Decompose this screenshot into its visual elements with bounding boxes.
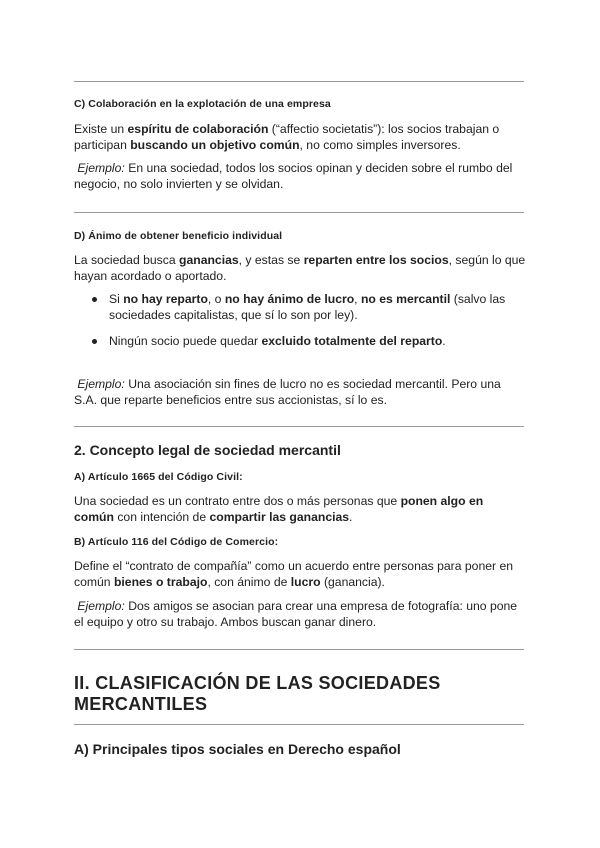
- chapter-subheading: A) Principales tipos sociales en Derecho español: [74, 741, 401, 757]
- divider: [74, 724, 524, 725]
- chapter-heading: II. CLASIFICACIÓN DE LAS SOCIEDADES MERCANTILES: [74, 673, 441, 714]
- section-c-example: Ejemplo: En una sociedad, todos los socios opinan y deciden sobre el rumbo del negocio, no solo invierten y se olvidan.: [74, 161, 513, 191]
- bullet-icon: [92, 339, 97, 344]
- divider: [74, 649, 524, 650]
- article-116-paragraph: Define el “contrato de compañía” como un acuerdo entre personas para poner en común bienes o trabajo, con ánimo de lucro (ganancia).: [74, 559, 514, 589]
- bullet-icon: [92, 297, 97, 302]
- section-d-paragraph: La sociedad busca ganancias, y estas se reparten entre los socios, según lo que hayan acordado o aportado.: [74, 253, 526, 283]
- section-2-heading: 2. Concepto legal de sociedad mercantil: [74, 442, 341, 458]
- divider: [74, 426, 524, 427]
- document-page: C) Colaboración en la explotación de una empresa Existe un espíritu de colaboración (“affectio societatis”): los socios trabajan o participan buscando un objetivo común, no como simples inversores. Ejemplo: En una sociedad, todos los socios opinan y deciden sobre el rumbo del negocio, no solo invierten y se olvidan. D) Ánimo de obtener beneficio individual La sociedad busca ganancias, y estas se reparten entre los socios, según lo que hayan acordado o aportado. Si no hay reparto, o no hay ánimo de lucro, no es mercantil (salvo las sociedades capitalistas, que sí lo son por ley). Ningún socio puede quedar excluido totalmente del reparto. Ejemplo: Una asociación sin fines de lucro no es sociedad mercantil. Pero una S.A. que reparte beneficios entre sus accionistas, sí lo es. 2. Concepto legal de sociedad mercantil A) Artículo 1665 del Código Civil: Una sociedad es un contrato entre dos o más personas que ponen algo en común con intención de compartir las ganancias. B) Artículo 116 del Código de Comercio: Define el “contrato de compañía” como un acuerdo entre personas para poner en común bienes o trabajo, con ánimo de lucro (ganancia). Ejemplo: Dos amigos se asocian para crear una empresa de fotografía: uno pone el equipo y otro su trabajo. Ambos buscan ganar dinero. II. CLASIFICACIÓN DE LAS SOCIEDADES MERCANTILES A) Principales tipos sociales en Derecho español: [0, 0, 600, 848]
- article-116-heading: B) Artículo 116 del Código de Comercio:: [74, 536, 279, 548]
- section-2-example: Ejemplo: Dos amigos se asocian para crear una empresa de fotografía: uno pone el equipo y otro su trabajo. Ambos buscan ganar dinero.: [74, 599, 518, 629]
- divider: [74, 81, 524, 82]
- section-d-heading: D) Ánimo de obtener beneficio individual: [74, 230, 283, 242]
- section-c-heading: C) Colaboración en la explotación de una empresa: [74, 98, 331, 110]
- section-c-paragraph: Existe un espíritu de colaboración (“affectio societatis”): los socios trabajan o participan buscando un objetivo común, no como simples inversores.: [74, 122, 500, 152]
- section-d-example: Ejemplo: Una asociación sin fines de lucro no es sociedad mercantil. Pero una S.A. que reparte beneficios entre sus accionistas, sí lo es.: [74, 377, 501, 407]
- article-1665-paragraph: Una sociedad es un contrato entre dos o más personas que ponen algo en común con intención de compartir las ganancias.: [74, 494, 484, 524]
- divider: [74, 212, 524, 213]
- article-1665-heading: A) Artículo 1665 del Código Civil:: [74, 471, 243, 483]
